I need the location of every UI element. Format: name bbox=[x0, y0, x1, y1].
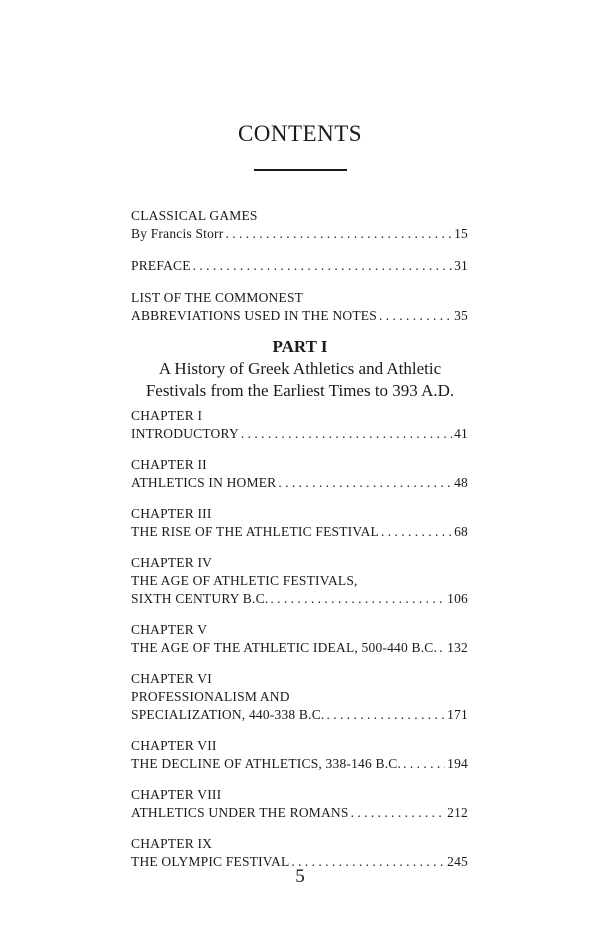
entry-title-row bbox=[131, 639, 468, 657]
title-rule bbox=[254, 169, 347, 171]
entry-page-number: 194 bbox=[447, 756, 468, 771]
dot-leader bbox=[439, 639, 445, 657]
entry-page-number: 132 bbox=[447, 640, 468, 655]
entry-title: THE OLYMPIC FESTIVAL bbox=[131, 854, 290, 869]
page-number: 5 bbox=[295, 866, 305, 887]
entry-heading-line: THE AGE OF ATHLETIC FESTIVALS, bbox=[131, 573, 358, 588]
entry-heading-line: CHAPTER VII bbox=[131, 738, 217, 753]
toc-entry[interactable] bbox=[131, 257, 468, 275]
entry-page-number: 35 bbox=[454, 308, 468, 323]
toc-entry[interactable] bbox=[131, 289, 468, 325]
toc-entry[interactable] bbox=[131, 456, 468, 492]
entry-title: ATHLETICS UNDER THE ROMANS bbox=[131, 805, 349, 820]
toc-entry[interactable] bbox=[131, 207, 468, 243]
entry-heading-line: CHAPTER VI bbox=[131, 671, 212, 686]
entry-page-number: 68 bbox=[454, 524, 468, 539]
entry-title-row bbox=[131, 307, 468, 325]
entry-title-row bbox=[131, 225, 468, 243]
entry-heading-line: CHAPTER IX bbox=[131, 836, 213, 851]
dot-leader bbox=[278, 474, 452, 492]
entry-page-number: 171 bbox=[447, 707, 468, 722]
entry-heading-line: CHAPTER II bbox=[131, 457, 207, 472]
part-subtitle-line-1: A History of Greek Athletics and Athletic bbox=[158, 359, 442, 378]
entry-title: PREFACE bbox=[131, 258, 191, 273]
dot-leader bbox=[379, 307, 452, 325]
entry-title: SPECIALIZATION, 440-338 B.C. bbox=[131, 707, 325, 722]
entry-page-number: 212 bbox=[447, 805, 468, 820]
entry-page-number: 41 bbox=[454, 426, 468, 441]
entry-title: ABBREVIATIONS USED IN THE NOTES bbox=[131, 308, 377, 323]
entry-title: THE DECLINE OF ATHLETICS, 338-146 B.C. bbox=[131, 756, 402, 771]
dot-leader bbox=[225, 225, 452, 243]
entry-heading-line: CHAPTER I bbox=[131, 408, 203, 423]
entry-title-row bbox=[131, 706, 468, 724]
entry-title-row bbox=[131, 590, 468, 608]
entry-title: INTRODUCTORY bbox=[131, 426, 239, 441]
toc-entry[interactable] bbox=[131, 786, 468, 822]
dot-leader bbox=[326, 706, 445, 724]
toc-entry[interactable] bbox=[131, 670, 468, 724]
entry-title: ATHLETICS IN HOMER bbox=[131, 475, 277, 490]
dot-leader bbox=[351, 804, 446, 822]
entry-title-row bbox=[131, 425, 468, 443]
part-label: PART I bbox=[272, 337, 328, 356]
entry-heading-line: CHAPTER VIII bbox=[131, 787, 222, 802]
toc-entry[interactable] bbox=[131, 505, 468, 541]
entry-title-row bbox=[131, 523, 468, 541]
dot-leader bbox=[381, 523, 452, 541]
entry-title-row bbox=[131, 755, 468, 773]
entry-heading-line: CHAPTER III bbox=[131, 506, 212, 521]
dot-leader bbox=[270, 590, 445, 608]
entry-title-row bbox=[131, 474, 468, 492]
toc-entry[interactable] bbox=[131, 407, 468, 443]
entry-page-number: 15 bbox=[454, 226, 468, 241]
entry-title-row bbox=[131, 257, 468, 275]
dot-leader bbox=[403, 755, 445, 773]
entry-title: THE AGE OF THE ATHLETIC IDEAL, 500-440 B.C. bbox=[131, 640, 438, 655]
entry-heading-line: CLASSICAL GAMES bbox=[131, 208, 258, 223]
entry-title: THE RISE OF THE ATHLETIC FESTIVAL bbox=[131, 524, 379, 539]
entry-heading-line: LIST OF THE COMMONEST bbox=[131, 290, 304, 305]
part-subtitle-line-2: Festivals from the Earliest Times to 393 A.D. bbox=[145, 381, 455, 400]
page-title: CONTENTS bbox=[237, 121, 363, 146]
entry-page-number: 31 bbox=[454, 258, 468, 273]
entry-heading-line: CHAPTER V bbox=[131, 622, 208, 637]
toc-entry[interactable] bbox=[131, 737, 468, 773]
entry-page-number: 245 bbox=[447, 854, 468, 869]
entry-page-number: 48 bbox=[454, 475, 468, 490]
part-heading bbox=[0, 336, 600, 402]
entry-page-number: 106 bbox=[447, 591, 468, 606]
entry-heading-line: CHAPTER IV bbox=[131, 555, 213, 570]
dot-leader bbox=[193, 257, 452, 275]
entry-title-row bbox=[131, 804, 468, 822]
dot-leader bbox=[241, 425, 452, 443]
entry-title: SIXTH CENTURY B.C. bbox=[131, 591, 269, 606]
toc-entry[interactable] bbox=[131, 554, 468, 608]
toc-entry[interactable] bbox=[131, 621, 468, 657]
entry-title: By Francis Storr bbox=[131, 226, 224, 241]
entry-heading-line: PROFESSIONALISM AND bbox=[131, 689, 290, 704]
